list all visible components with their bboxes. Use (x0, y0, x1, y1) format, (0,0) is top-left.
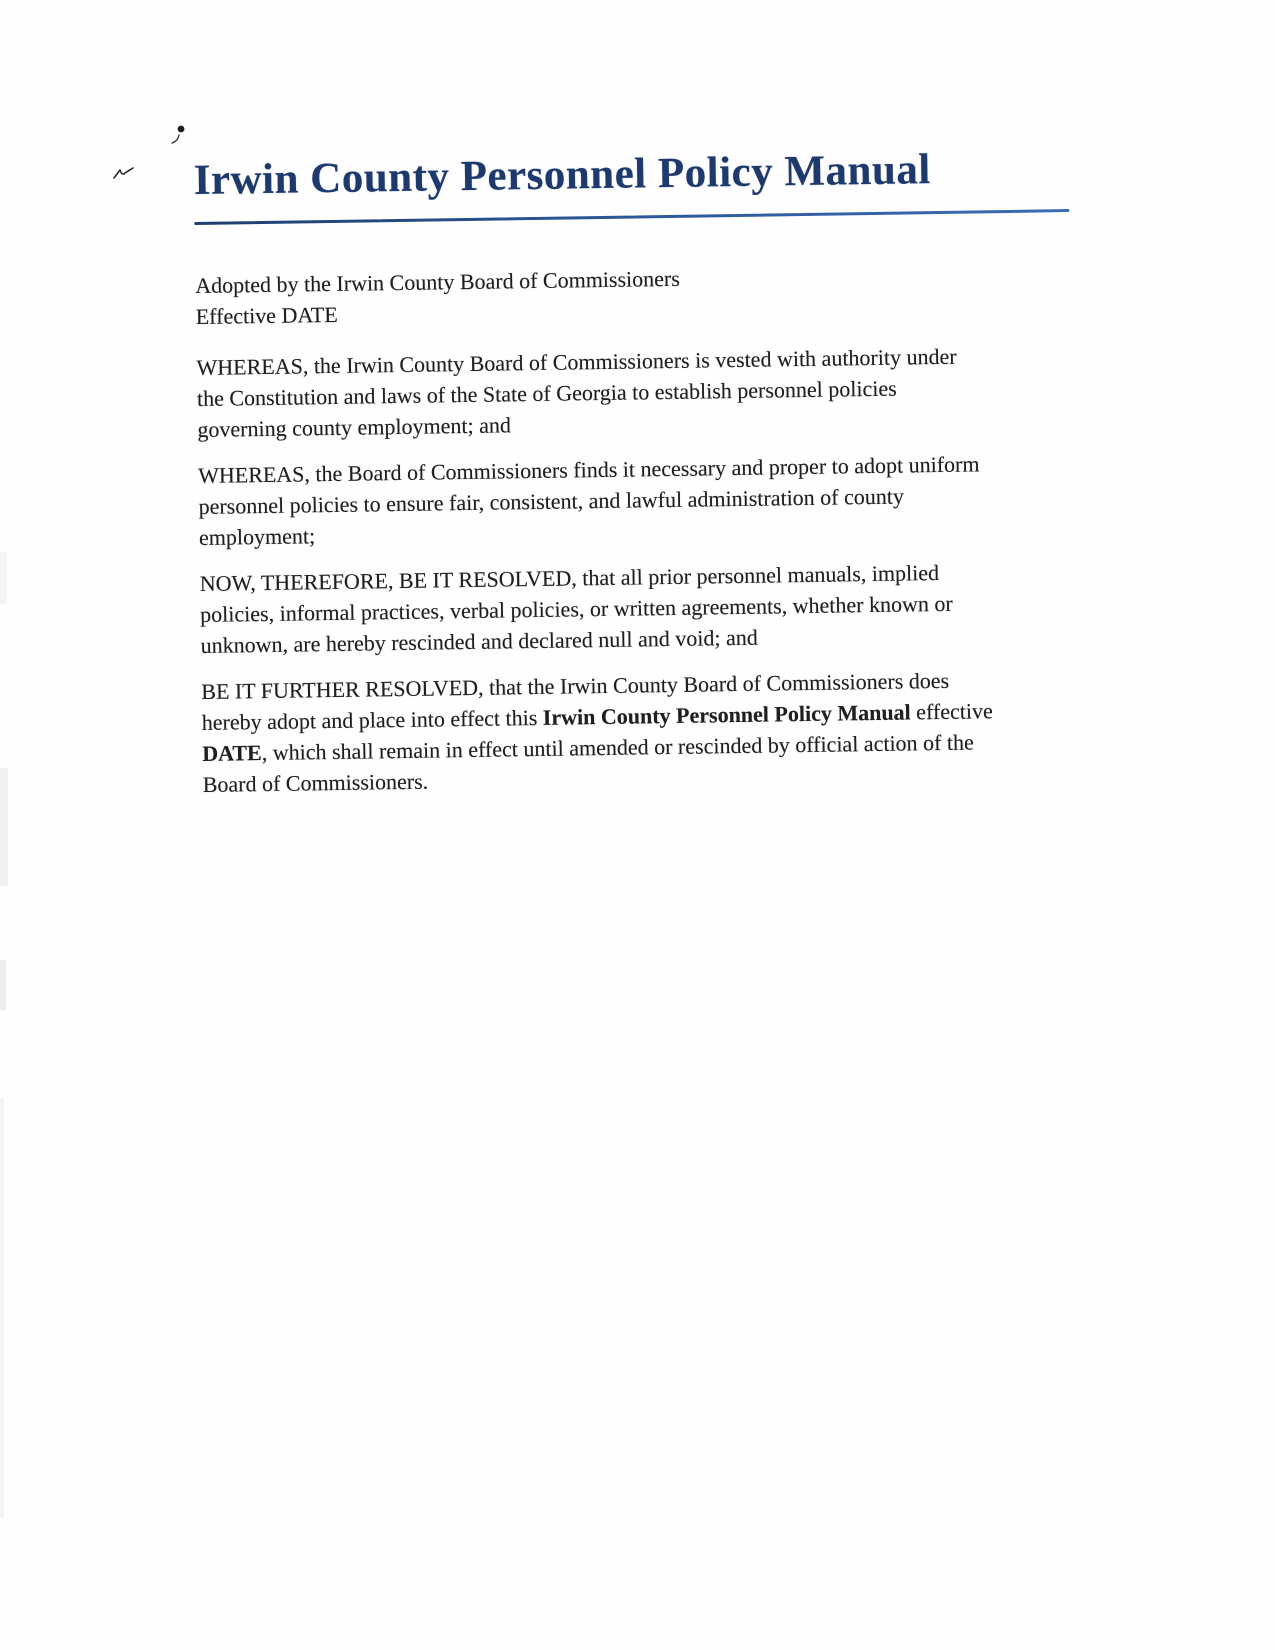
text-run: , which shall remain in effect until amended or rescinded by official action of the (261, 729, 974, 766)
document-content (191, 0, 1103, 815)
text-run: BE IT FURTHER RESOLVED, that the Irwin County Board of Commissioners does (201, 667, 950, 704)
title-underline-rule (194, 209, 1069, 225)
text-run: governing county employment; and (197, 412, 512, 442)
paragraph (198, 447, 1099, 553)
pen-squiggle-mark (114, 168, 133, 178)
text-run: personnel policies to ensure fair, consistent, and lawful administration of county (198, 483, 905, 519)
text-run: WHEREAS, the Board of Commissioners finds it necessary and proper to adopt uniform (197, 451, 980, 488)
text-run: the Constitution and laws of the State of Georgia to establish personnel policies (196, 375, 897, 411)
effective-date-line: Effective DATE (195, 301, 338, 330)
paragraphs (196, 339, 1103, 800)
text-run: hereby adopt and place into effect this (201, 704, 544, 735)
bold-text-run: Irwin County Personnel Policy Manual (542, 699, 911, 730)
adoption-block (195, 257, 1096, 332)
scan-streak (0, 768, 8, 886)
page-title: Irwin County Personnel Policy Manual (193, 146, 932, 205)
text-run: NOW, THEREFORE, BE IT RESOLVED, that all prior personnel manuals, implied (199, 560, 940, 596)
scan-streak (0, 1098, 4, 1518)
paragraph (201, 663, 1103, 800)
adopted-by-line: Adopted by the Irwin County Board of Commissioners (195, 265, 681, 299)
text-run: unknown, are hereby rescinded and declared null and void; and (200, 624, 758, 658)
bold-text-run: DATE (202, 740, 262, 766)
paragraph (199, 555, 1100, 661)
ink-hook-mark (172, 135, 179, 143)
text-run: effective (910, 698, 993, 725)
ink-dot-mark (178, 126, 185, 133)
text-run: policies, informal practices, verbal policies, or written agreements, whether known or (199, 590, 953, 627)
text-run: employment; (198, 523, 316, 550)
text-run: Board of Commissioners. (202, 768, 429, 797)
scan-streak (0, 960, 6, 1010)
scan-streak (0, 552, 7, 604)
paragraph (196, 339, 1097, 445)
text-run: WHEREAS, the Irwin County Board of Commissioners is vested with authority under (196, 343, 957, 381)
